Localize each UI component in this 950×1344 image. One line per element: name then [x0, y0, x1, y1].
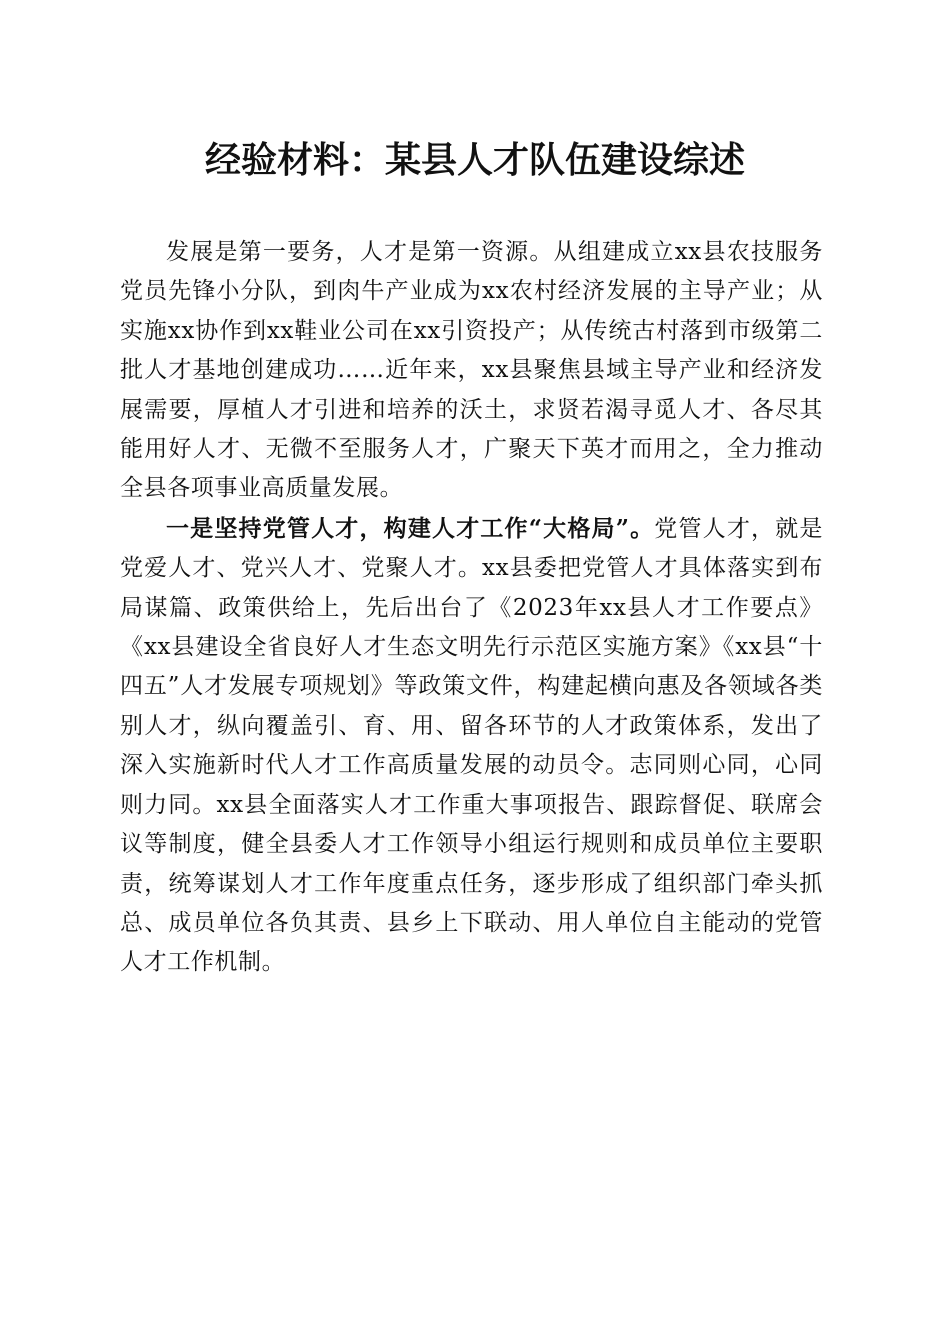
paragraph-heading: 一是坚持党管人才，构建人才工作“大格局”。	[166, 514, 655, 542]
paragraph-party-management	[120, 509, 823, 983]
paragraph-intro-text: 发展是第一要务，人才是第一资源。从组建成立xx县农技服务党员先锋小分队，到肉牛产业成为xx农村经济发展的主导产业；从实施xx协作到xx鞋业公司在xx引资投产；从传统古村落到市级第二批人才基地创建成功……近年来，xx县聚焦县域主导产业和经济发展需要，厚植人才引进和培养的沃土，求贤若渴寻觅人才、各尽其能用好人才、无微不至服务人才，广聚天下英才而用之，全力推动全县各项事业高质量发展。	[120, 239, 823, 502]
document-title: 经验材料：某县人才队伍建设综述	[204, 139, 745, 181]
paragraph-intro	[120, 233, 823, 509]
document-body	[120, 233, 823, 983]
paragraph-party-management-text: 党管人才，就是党爱人才、党兴人才、党聚人才。xx县委把党管人才具体落实到布局谋篇、政策供给上，先后出台了《2023年xx县人才工作要点》《xx县建设全省良好人才生态文明先行示范区实施方案》《xx县“十四五”人才发展专项规划》等政策文件，构建起横向惠及各领域各类别人才，纵向覆盖引、育、用、留各环节的人才政策体系，发出了深入实施新时代人才工作高质量发展的动员令。志同则心同，心同则力同。xx县全面落实人才工作重大事项报告、跟踪督促、联席会议等制度，健全县委人才工作领导小组运行规则和成员单位主要职责，统筹谋划人才工作年度重点任务，逐步形成了组织部门牵头抓总、成员单位各负其责、县乡上下联动、用人单位自主能动的党管人才工作机制。	[120, 515, 823, 976]
